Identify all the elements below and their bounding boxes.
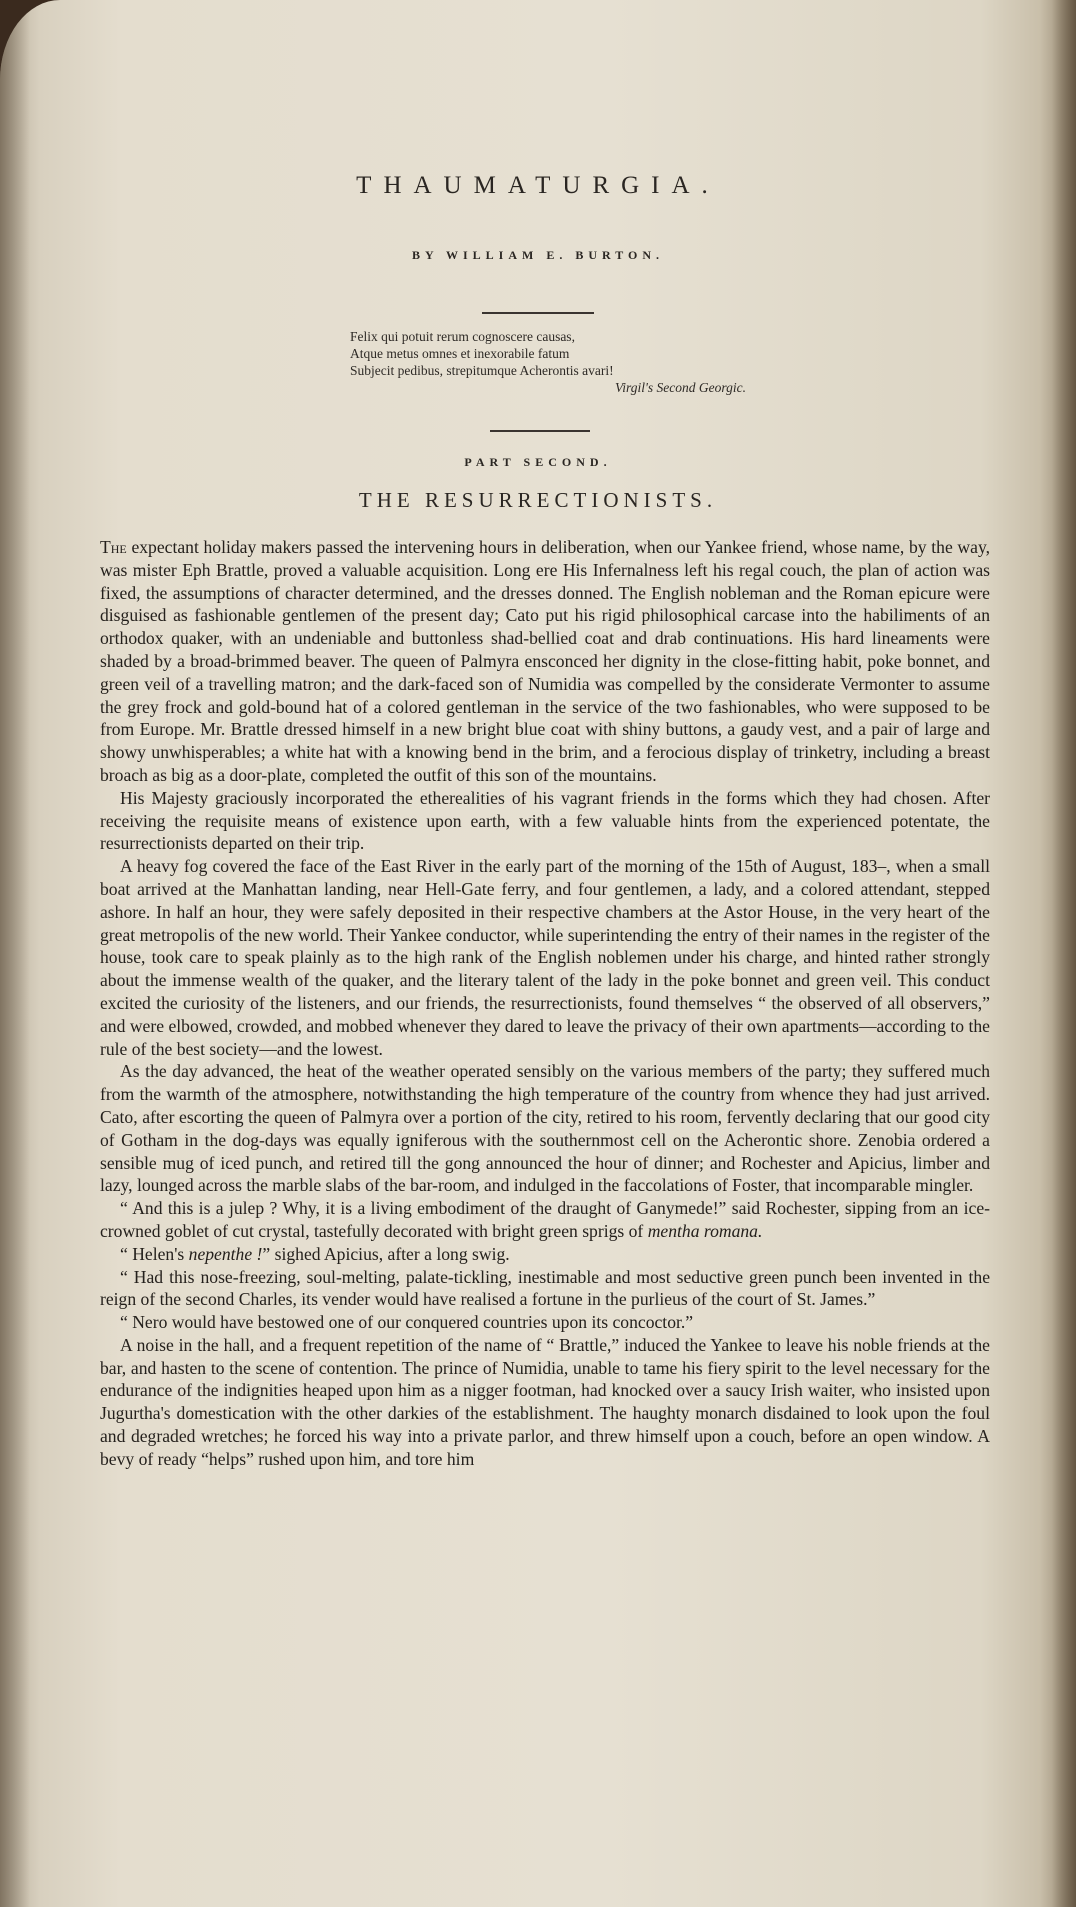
paragraph: “ Had this nose-freezing, soul-melting, palate-tickling, inestimable and most seductive green punch been invented in the reign of the second Charles, its vender would have realised a fortune in the purlieus of the court of St. James.” <box>100 1266 990 1310</box>
paragraph-text: ” sighed Apicius, after a long swig. <box>262 1243 510 1264</box>
paragraph-text: “ Helen's <box>120 1243 185 1264</box>
part-label: PART SECOND. <box>464 455 612 469</box>
epigraph <box>350 328 770 396</box>
gutter-shadow <box>0 0 30 1907</box>
paragraph: His Majesty graciously incorporated the etherealities of his vagrant friends in the forms which they had chosen. After receiving the requisite means of existence upon earth, with a few valuable hints from the experienced potentate, the resurrectionists departed on their trip. <box>100 787 990 854</box>
epigraph-line: Felix qui potuit rerum cognoscere causas, <box>350 329 575 344</box>
divider-rule <box>482 312 594 314</box>
paragraph <box>100 536 990 787</box>
article-title: THAUMATURGIA. <box>356 172 720 199</box>
byline: BY WILLIAM E. BURTON. <box>411 248 665 262</box>
paragraph: As the day advanced, the heat of the weather operated sensibly on the various members of the party; they suffered much from the warmth of the atmosphere, notwithstanding the high temperature of the country from whence they had just arrived. Cato, after escorting the queen of Palmyra over a portion of the city, retired to his room, fervently declaring that our good city of Gotham in the dog-days was equally igniferous with the southernmost cell on the Acherontic shore. Zenobia ordered a sensible mug of iced punch, and retired till the gong announced the hour of dinner; and Rochester and Apicius, limber and lazy, lounged across the marble slabs of the bar-room, and indulged in the faccolations of Foster, that incomparable mingler. <box>100 1061 990 1196</box>
article-body <box>100 536 990 1471</box>
italic-phrase: mentha romana. <box>647 1220 763 1241</box>
epigraph-line: Atque metus omnes et inexorabile fatum <box>350 346 570 361</box>
epigraph-attribution: Virgil's Second Georgic. <box>615 380 746 395</box>
drop-lead: The <box>100 537 127 557</box>
paragraph-text: “ And this is a julep ? Why, it is a living embodiment of the draught of Ganymede!” said Rochester, sipping from an ice-crowned goblet of cut crystal, tastefully decorated with bright green sprigs of <box>100 1198 990 1241</box>
page-edge <box>1052 0 1076 1907</box>
paragraph <box>100 1197 990 1243</box>
paragraph: “ Nero would have bestowed one of our conquered countries upon its concoctor.” <box>120 1312 694 1333</box>
paragraph <box>100 1243 990 1266</box>
paragraph-text: expectant holiday makers passed the intervening hours in deliberation, when our Yankee friend, whose name, by the way, was mister Eph Brattle, proved a valuable acquisition. Long ere His Infernalness left his regal couch, the plan of action was fixed, the assumptions of character determined, and the dresses donned. The English nobleman and the Roman epicure were disguised as fashionable gentlemen of the present day; Cato put his rigid philosophical carcase into the habiliments of an orthodox quaker, with an undeniable and buttonless shad-bellied coat and drab continuations. His hard lineaments were shaded by a broad-brimmed beaver. The queen of Palmyra ensconced her dignity in the close-fitting habit, poke bonnet, and green veil of a travelling matron; and the dark-faced son of Numidia was compelled by the considerate Vermonter to assume the grey frock and gold-bound hat of a colored gentleman in the service of the two fashionables, who were supposed to be from Europe. Mr. Brattle dressed himself in a new bright blue coat with shiny buttons, a gaudy vest, and a pair of large and showy unwhisperables; a white hat with a knowing bend in the brim, and a ferocious display of trinketry, including a breast broach as big as a door-plate, completed the outfit of this son of the mountains. <box>100 537 991 785</box>
italic-phrase: nepenthe ! <box>188 1243 263 1264</box>
paragraph: A noise in the hall, and a frequent repetition of the name of “ Brattle,” induced the Yankee to leave his noble friends at the bar, and hasten to the scene of contention. The prince of Numidia, unable to tame his fiery spirit to the level necessary for the endurance of the indignities heaped upon him as a nigger footman, had knocked over a saucy Irish waiter, who insisted upon Jugurtha's domestication with the other darkies of the establishment. The haughty monarch disdained to look upon the foul and degraded wretches; he forced his way into a private parlor, and threw himself upon a couch, before an open window. A bevy of ready “helps” rushed upon him, and tore him <box>100 1334 990 1469</box>
section-heading: THE RESURRECTIONISTS. <box>358 488 718 512</box>
paragraph: A heavy fog covered the face of the East River in the early part of the morning of the 15th of August, 183–, when a small boat arrived at the Manhattan landing, near Hell-Gate ferry, and four gentlemen, a lady, and a colored attendant, stepped ashore. In half an hour, they were safely deposited in their respective chambers at the Astor House, in the very heart of the great metropolis of the new world. Their Yankee conductor, while superintending the entry of their names in the register of the house, took care to speak plainly as to the high rank of the English noblemen under his charge, and hinted rather strongly about the immense wealth of the quaker, and the literary talent of the lady in the poke bonnet and green veil. This conduct excited the curiosity of the listeners, and our friends, the resurrectionists, found themselves “ the observed of all observers,” and were elbowed, crowded, and mobbed whenever they dared to leave the privacy of their own apartments—according to the rule of the best society—and the lowest. <box>100 856 990 1059</box>
divider-rule <box>490 430 590 432</box>
epigraph-line: Subjecit pedibus, strepitumque Acherontis avari! <box>350 363 614 378</box>
